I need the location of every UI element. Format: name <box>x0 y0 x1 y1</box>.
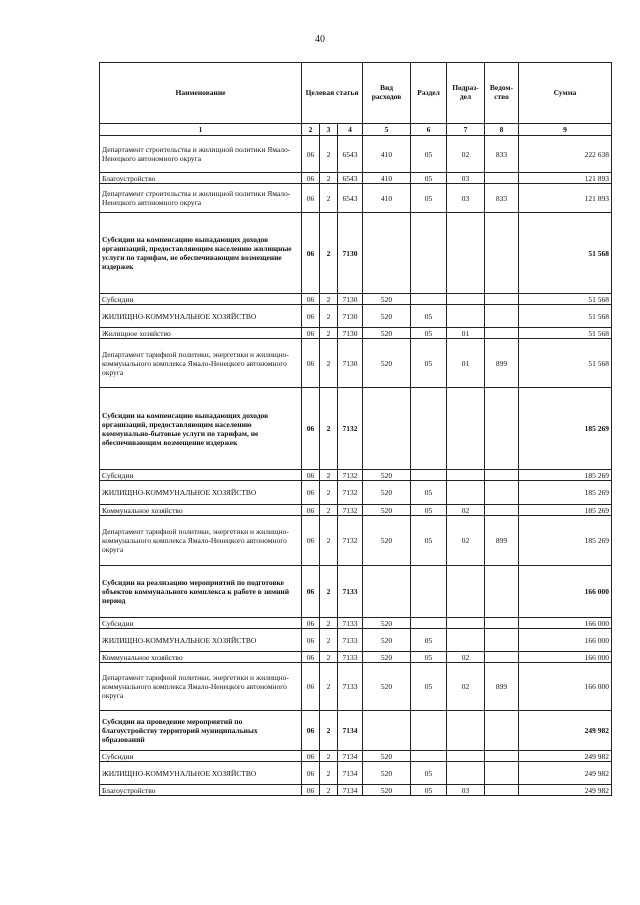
row-sum: 166 000 <box>519 663 612 711</box>
header-name: Наименование <box>100 63 302 124</box>
table-row <box>100 481 612 505</box>
row-sum: 51 568 <box>519 339 612 388</box>
row-section <box>411 470 447 481</box>
row-target-code: 7134 <box>338 711 363 751</box>
row-expense-type: 520 <box>363 652 411 663</box>
row-department <box>485 505 519 516</box>
row-target-program: 06 <box>302 481 320 505</box>
row-section: 05 <box>411 652 447 663</box>
row-target-code: 6543 <box>338 136 363 173</box>
row-name: Субсидии <box>100 294 302 305</box>
row-sum: 249 982 <box>519 711 612 751</box>
row-section <box>411 294 447 305</box>
row-name: Субсидии <box>100 470 302 481</box>
row-department <box>485 470 519 481</box>
row-target-code: 7133 <box>338 566 363 618</box>
row-target-program: 06 <box>302 516 320 566</box>
table-row <box>100 751 612 762</box>
row-subsection: 02 <box>447 505 485 516</box>
row-name: Департамент тарифной политики, энергетики и жилищно-коммунального комплекса Ямало-Ненецкого автономного округа <box>100 663 302 711</box>
row-subsection: 03 <box>447 785 485 796</box>
page-number: 40 <box>315 34 325 45</box>
row-sum: 185 269 <box>519 481 612 505</box>
header-target-article: Целевая статья <box>302 63 363 124</box>
row-department <box>485 711 519 751</box>
row-name: Благоустройство <box>100 785 302 796</box>
row-section <box>411 751 447 762</box>
table-row <box>100 388 612 470</box>
row-target-subprogram: 2 <box>320 566 338 618</box>
row-target-program: 06 <box>302 388 320 470</box>
row-subsection <box>447 566 485 618</box>
row-target-subprogram: 2 <box>320 184 338 213</box>
row-name: Департамент строительства и жилищной политики Ямало-Ненецкого автономного округа <box>100 136 302 173</box>
row-target-subprogram: 2 <box>320 762 338 785</box>
row-sum: 51 568 <box>519 328 612 339</box>
row-expense-type <box>363 711 411 751</box>
row-subsection: 02 <box>447 516 485 566</box>
row-sum: 51 568 <box>519 213 612 294</box>
row-expense-type: 520 <box>363 505 411 516</box>
row-name: Благоустройство <box>100 173 302 184</box>
row-sum: 249 982 <box>519 762 612 785</box>
row-sum: 166 000 <box>519 652 612 663</box>
header-row <box>100 63 612 124</box>
row-name: Субсидии на проведение мероприятий по благоустройству территорий муниципальных образований <box>100 711 302 751</box>
row-department <box>485 629 519 652</box>
row-name: ЖИЛИЩНО-КОММУНАЛЬНОЕ ХОЗЯЙСТВО <box>100 481 302 505</box>
row-sum: 185 269 <box>519 516 612 566</box>
row-expense-type: 520 <box>363 294 411 305</box>
row-department: 833 <box>485 136 519 173</box>
row-target-code: 7132 <box>338 470 363 481</box>
row-name: ЖИЛИЩНО-КОММУНАЛЬНОЕ ХОЗЯЙСТВО <box>100 305 302 328</box>
row-department: 899 <box>485 516 519 566</box>
table-row <box>100 470 612 481</box>
row-subsection <box>447 711 485 751</box>
row-name: Департамент строительства и жилищной политики Ямало-Ненецкого автономного округа <box>100 184 302 213</box>
row-subsection <box>447 618 485 629</box>
row-target-program: 06 <box>302 328 320 339</box>
table-row <box>100 652 612 663</box>
row-expense-type: 520 <box>363 629 411 652</box>
column-number: 1 <box>100 124 302 136</box>
row-section: 05 <box>411 663 447 711</box>
row-subsection <box>447 751 485 762</box>
column-number-row <box>100 124 612 136</box>
row-target-subprogram: 2 <box>320 328 338 339</box>
table-row <box>100 711 612 751</box>
row-target-subprogram: 2 <box>320 663 338 711</box>
row-target-program: 06 <box>302 136 320 173</box>
column-number: 2 <box>302 124 320 136</box>
row-target-subprogram: 2 <box>320 505 338 516</box>
row-section: 05 <box>411 136 447 173</box>
row-expense-type: 520 <box>363 785 411 796</box>
table-row <box>100 762 612 785</box>
row-expense-type: 520 <box>363 481 411 505</box>
row-expense-type: 410 <box>363 173 411 184</box>
row-section: 05 <box>411 328 447 339</box>
row-subsection <box>447 629 485 652</box>
column-number: 3 <box>320 124 338 136</box>
row-name: Департамент тарифной политики, энергетики и жилищно-коммунального комплекса Ямало-Ненецкого автономного округа <box>100 339 302 388</box>
column-number: 7 <box>447 124 485 136</box>
table-row <box>100 629 612 652</box>
row-sum: 185 269 <box>519 505 612 516</box>
row-target-code: 7132 <box>338 505 363 516</box>
table-row <box>100 328 612 339</box>
row-expense-type <box>363 566 411 618</box>
row-department <box>485 388 519 470</box>
row-subsection <box>447 294 485 305</box>
row-subsection: 01 <box>447 328 485 339</box>
row-target-subprogram: 2 <box>320 481 338 505</box>
row-target-program: 06 <box>302 751 320 762</box>
row-department <box>485 481 519 505</box>
row-target-code: 6543 <box>338 184 363 213</box>
row-target-code: 7130 <box>338 305 363 328</box>
table-row <box>100 294 612 305</box>
row-target-code: 7132 <box>338 388 363 470</box>
row-target-program: 06 <box>302 618 320 629</box>
row-name: Субсидии <box>100 751 302 762</box>
row-target-subprogram: 2 <box>320 388 338 470</box>
row-department <box>485 294 519 305</box>
header-sum: Сумма <box>519 63 612 124</box>
column-number: 5 <box>363 124 411 136</box>
column-number: 4 <box>338 124 363 136</box>
row-target-code: 7130 <box>338 213 363 294</box>
row-target-program: 06 <box>302 213 320 294</box>
row-target-code: 7133 <box>338 663 363 711</box>
row-name: Коммунальное хозяйство <box>100 505 302 516</box>
row-section <box>411 388 447 470</box>
row-sum: 166 000 <box>519 618 612 629</box>
row-target-subprogram: 2 <box>320 652 338 663</box>
row-target-program: 06 <box>302 505 320 516</box>
row-subsection: 03 <box>447 184 485 213</box>
row-department <box>485 305 519 328</box>
row-subsection <box>447 762 485 785</box>
row-department: 899 <box>485 339 519 388</box>
row-target-subprogram: 2 <box>320 629 338 652</box>
row-section <box>411 711 447 751</box>
table-row <box>100 566 612 618</box>
table-row <box>100 785 612 796</box>
row-department <box>485 751 519 762</box>
row-expense-type: 520 <box>363 470 411 481</box>
table-row <box>100 305 612 328</box>
header-section: Раздел <box>411 63 447 124</box>
row-subsection <box>447 213 485 294</box>
row-expense-type: 520 <box>363 618 411 629</box>
header-subsection: Подраз-дел <box>447 63 485 124</box>
row-expense-type: 520 <box>363 305 411 328</box>
row-target-code: 7130 <box>338 339 363 388</box>
row-name: ЖИЛИЩНО-КОММУНАЛЬНОЕ ХОЗЯЙСТВО <box>100 762 302 785</box>
row-target-code: 7134 <box>338 785 363 796</box>
table-row <box>100 505 612 516</box>
row-department <box>485 173 519 184</box>
row-sum: 222 638 <box>519 136 612 173</box>
row-target-program: 06 <box>302 305 320 328</box>
row-department <box>485 566 519 618</box>
table-row <box>100 618 612 629</box>
table-row <box>100 213 612 294</box>
row-target-subprogram: 2 <box>320 294 338 305</box>
row-sum: 121 893 <box>519 184 612 213</box>
table-row <box>100 136 612 173</box>
row-section: 05 <box>411 481 447 505</box>
row-department: 899 <box>485 663 519 711</box>
row-subsection: 02 <box>447 652 485 663</box>
row-department: 833 <box>485 184 519 213</box>
row-name: Субсидии на компенсацию выпадающих доходов организаций, предоставляющим населению коммунально-бытовые услуги по тарифам, не обеспечивающим возмещение издержек <box>100 388 302 470</box>
row-section: 05 <box>411 173 447 184</box>
row-department <box>485 785 519 796</box>
row-subsection: 03 <box>447 173 485 184</box>
row-target-subprogram: 2 <box>320 785 338 796</box>
row-target-program: 06 <box>302 470 320 481</box>
row-target-code: 7133 <box>338 652 363 663</box>
row-section: 05 <box>411 516 447 566</box>
row-section <box>411 213 447 294</box>
row-target-code: 7130 <box>338 294 363 305</box>
row-section <box>411 566 447 618</box>
row-name: Субсидии на реализацию мероприятий по подготовке объектов коммунального комплекса к работе в зимний период <box>100 566 302 618</box>
row-department <box>485 618 519 629</box>
row-department <box>485 652 519 663</box>
row-expense-type: 520 <box>363 516 411 566</box>
row-target-code: 7133 <box>338 618 363 629</box>
row-sum: 166 000 <box>519 629 612 652</box>
row-target-program: 06 <box>302 184 320 213</box>
row-subsection: 02 <box>447 136 485 173</box>
row-expense-type: 520 <box>363 751 411 762</box>
row-target-subprogram: 2 <box>320 136 338 173</box>
row-name: Субсидии <box>100 618 302 629</box>
column-number: 8 <box>485 124 519 136</box>
row-target-code: 7132 <box>338 516 363 566</box>
row-sum: 249 982 <box>519 751 612 762</box>
row-section: 05 <box>411 505 447 516</box>
row-target-subprogram: 2 <box>320 173 338 184</box>
table-row <box>100 339 612 388</box>
row-target-program: 06 <box>302 629 320 652</box>
row-subsection <box>447 470 485 481</box>
row-section: 05 <box>411 184 447 213</box>
table-row <box>100 663 612 711</box>
row-target-program: 06 <box>302 652 320 663</box>
row-target-subprogram: 2 <box>320 618 338 629</box>
row-subsection <box>447 481 485 505</box>
row-target-program: 06 <box>302 566 320 618</box>
row-name: Департамент тарифной политики, энергетики и жилищно-коммунального комплекса Ямало-Ненецкого автономного округа <box>100 516 302 566</box>
table-row <box>100 173 612 184</box>
row-target-subprogram: 2 <box>320 339 338 388</box>
row-target-code: 7132 <box>338 481 363 505</box>
row-name: ЖИЛИЩНО-КОММУНАЛЬНОЕ ХОЗЯЙСТВО <box>100 629 302 652</box>
row-target-subprogram: 2 <box>320 711 338 751</box>
row-target-program: 06 <box>302 762 320 785</box>
row-section <box>411 618 447 629</box>
row-sum: 166 000 <box>519 566 612 618</box>
row-subsection <box>447 305 485 328</box>
row-section: 05 <box>411 629 447 652</box>
table-body <box>100 136 612 796</box>
row-target-program: 06 <box>302 339 320 388</box>
row-section: 05 <box>411 785 447 796</box>
row-target-program: 06 <box>302 785 320 796</box>
header-expense-type: Вид расходов <box>363 63 411 124</box>
row-expense-type: 520 <box>363 762 411 785</box>
row-sum: 51 568 <box>519 294 612 305</box>
row-department <box>485 762 519 785</box>
row-name: Жилищное хозяйство <box>100 328 302 339</box>
row-expense-type: 410 <box>363 184 411 213</box>
row-target-program: 06 <box>302 663 320 711</box>
row-target-code: 7134 <box>338 762 363 785</box>
row-target-code: 7130 <box>338 328 363 339</box>
row-name: Коммунальное хозяйство <box>100 652 302 663</box>
row-expense-type: 410 <box>363 136 411 173</box>
row-sum: 185 269 <box>519 470 612 481</box>
row-sum: 185 269 <box>519 388 612 470</box>
budget-table <box>99 62 612 796</box>
column-number: 6 <box>411 124 447 136</box>
row-target-subprogram: 2 <box>320 751 338 762</box>
column-number: 9 <box>519 124 612 136</box>
row-target-subprogram: 2 <box>320 470 338 481</box>
row-expense-type: 520 <box>363 328 411 339</box>
row-sum: 51 568 <box>519 305 612 328</box>
row-target-subprogram: 2 <box>320 305 338 328</box>
row-expense-type: 520 <box>363 339 411 388</box>
row-subsection: 02 <box>447 663 485 711</box>
row-target-subprogram: 2 <box>320 516 338 566</box>
row-target-program: 06 <box>302 711 320 751</box>
table-row <box>100 184 612 213</box>
row-subsection <box>447 388 485 470</box>
row-target-program: 06 <box>302 294 320 305</box>
row-target-subprogram: 2 <box>320 213 338 294</box>
row-expense-type: 520 <box>363 663 411 711</box>
row-name: Субсидии на компенсацию выпадающих доходов организаций, предоставляющим населению жилищные услуги по тарифам, не обеспечивающим возмещение издержек <box>100 213 302 294</box>
row-target-program: 06 <box>302 173 320 184</box>
row-department <box>485 328 519 339</box>
row-section: 05 <box>411 339 447 388</box>
row-target-code: 7134 <box>338 751 363 762</box>
row-subsection: 01 <box>447 339 485 388</box>
row-expense-type <box>363 213 411 294</box>
row-section: 05 <box>411 305 447 328</box>
table-row <box>100 516 612 566</box>
row-department <box>485 213 519 294</box>
row-expense-type <box>363 388 411 470</box>
row-sum: 121 893 <box>519 173 612 184</box>
row-target-code: 7133 <box>338 629 363 652</box>
row-target-code: 6543 <box>338 173 363 184</box>
row-sum: 249 982 <box>519 785 612 796</box>
header-department: Ведом-ство <box>485 63 519 124</box>
row-section: 05 <box>411 762 447 785</box>
